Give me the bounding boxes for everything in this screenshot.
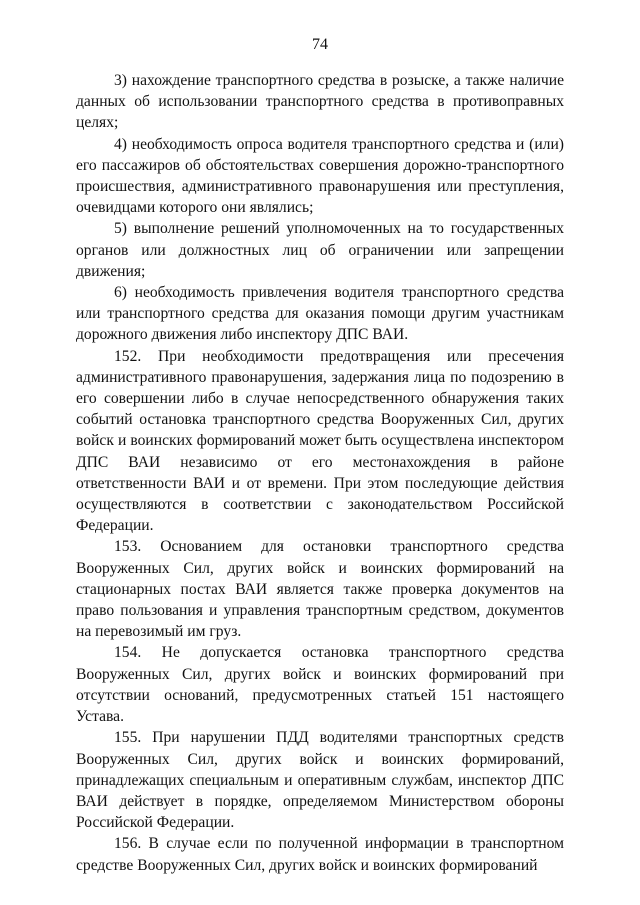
- article-154: 154. Не допускается остановка транспортного средства Вооруженных Сил, других войск и воинских формирований при отсутствии оснований, предусмотренных статьей 151 настоящего Устава.: [76, 644, 564, 726]
- article-152: 152. При необходимости предотвращения или пресечения административного правонарушения, задержания лица по подозрению в его совершении либо в случае непосредственного обнаружения таких событий остановка транспортного средства Вооруженных Сил, других войск и воинских формирований может быть осуществлена инспектором ДПС ВАИ независимо от его местонахождения в районе ответственности ВАИ и от времени. При этом последующие действия осуществляются в соответствии с законодательством Российской Федерации.: [76, 347, 564, 535]
- article-155: 155. При нарушении ПДД водителями транспортных средств Вооруженных Сил, других войск и воинских формирований, принадлежащих специальным и оперативным службам, инспектор ДПС ВАИ действует в порядке, определяемом Министерством обороны Российской Федерации.: [76, 729, 564, 832]
- article-153: 153. Основанием для остановки транспортного средства Вооруженных Сил, других войск и воинских формирований на стационарных постах ВАИ является также проверка документов на право пользования и управления транспортным средством, документов на перевозимый им груз.: [76, 538, 564, 641]
- paragraph-item-3: 3) нахождение транспортного средства в розыске, а также наличие данных об использовании транспортного средства в противоправных целях;: [76, 72, 564, 132]
- page-number: 74: [312, 36, 328, 53]
- paragraph-item-5: 5) выполнение решений уполномоченных на то государственных органов или должностных лиц об ограничении или запрещении движения;: [76, 220, 564, 280]
- paragraph-item-4: 4) необходимость опроса водителя транспортного средства и (или) его пассажиров об обстоятельствах совершения дорожно-транспортного происшествия, административного правонарушения или преступления, очевидцами которого они являлись;: [76, 135, 564, 217]
- paragraph-item-6: 6) необходимость привлечения водителя транспортного средства или транспортного средства для оказания помощи другим участникам дорожного движения либо инспектору ДПС ВАИ.: [76, 284, 564, 344]
- document-body: [76, 70, 564, 876]
- article-156: 156. В случае если по полученной информации в транспортном средстве Вооруженных Сил, других войск и воинских формирований: [76, 835, 564, 874]
